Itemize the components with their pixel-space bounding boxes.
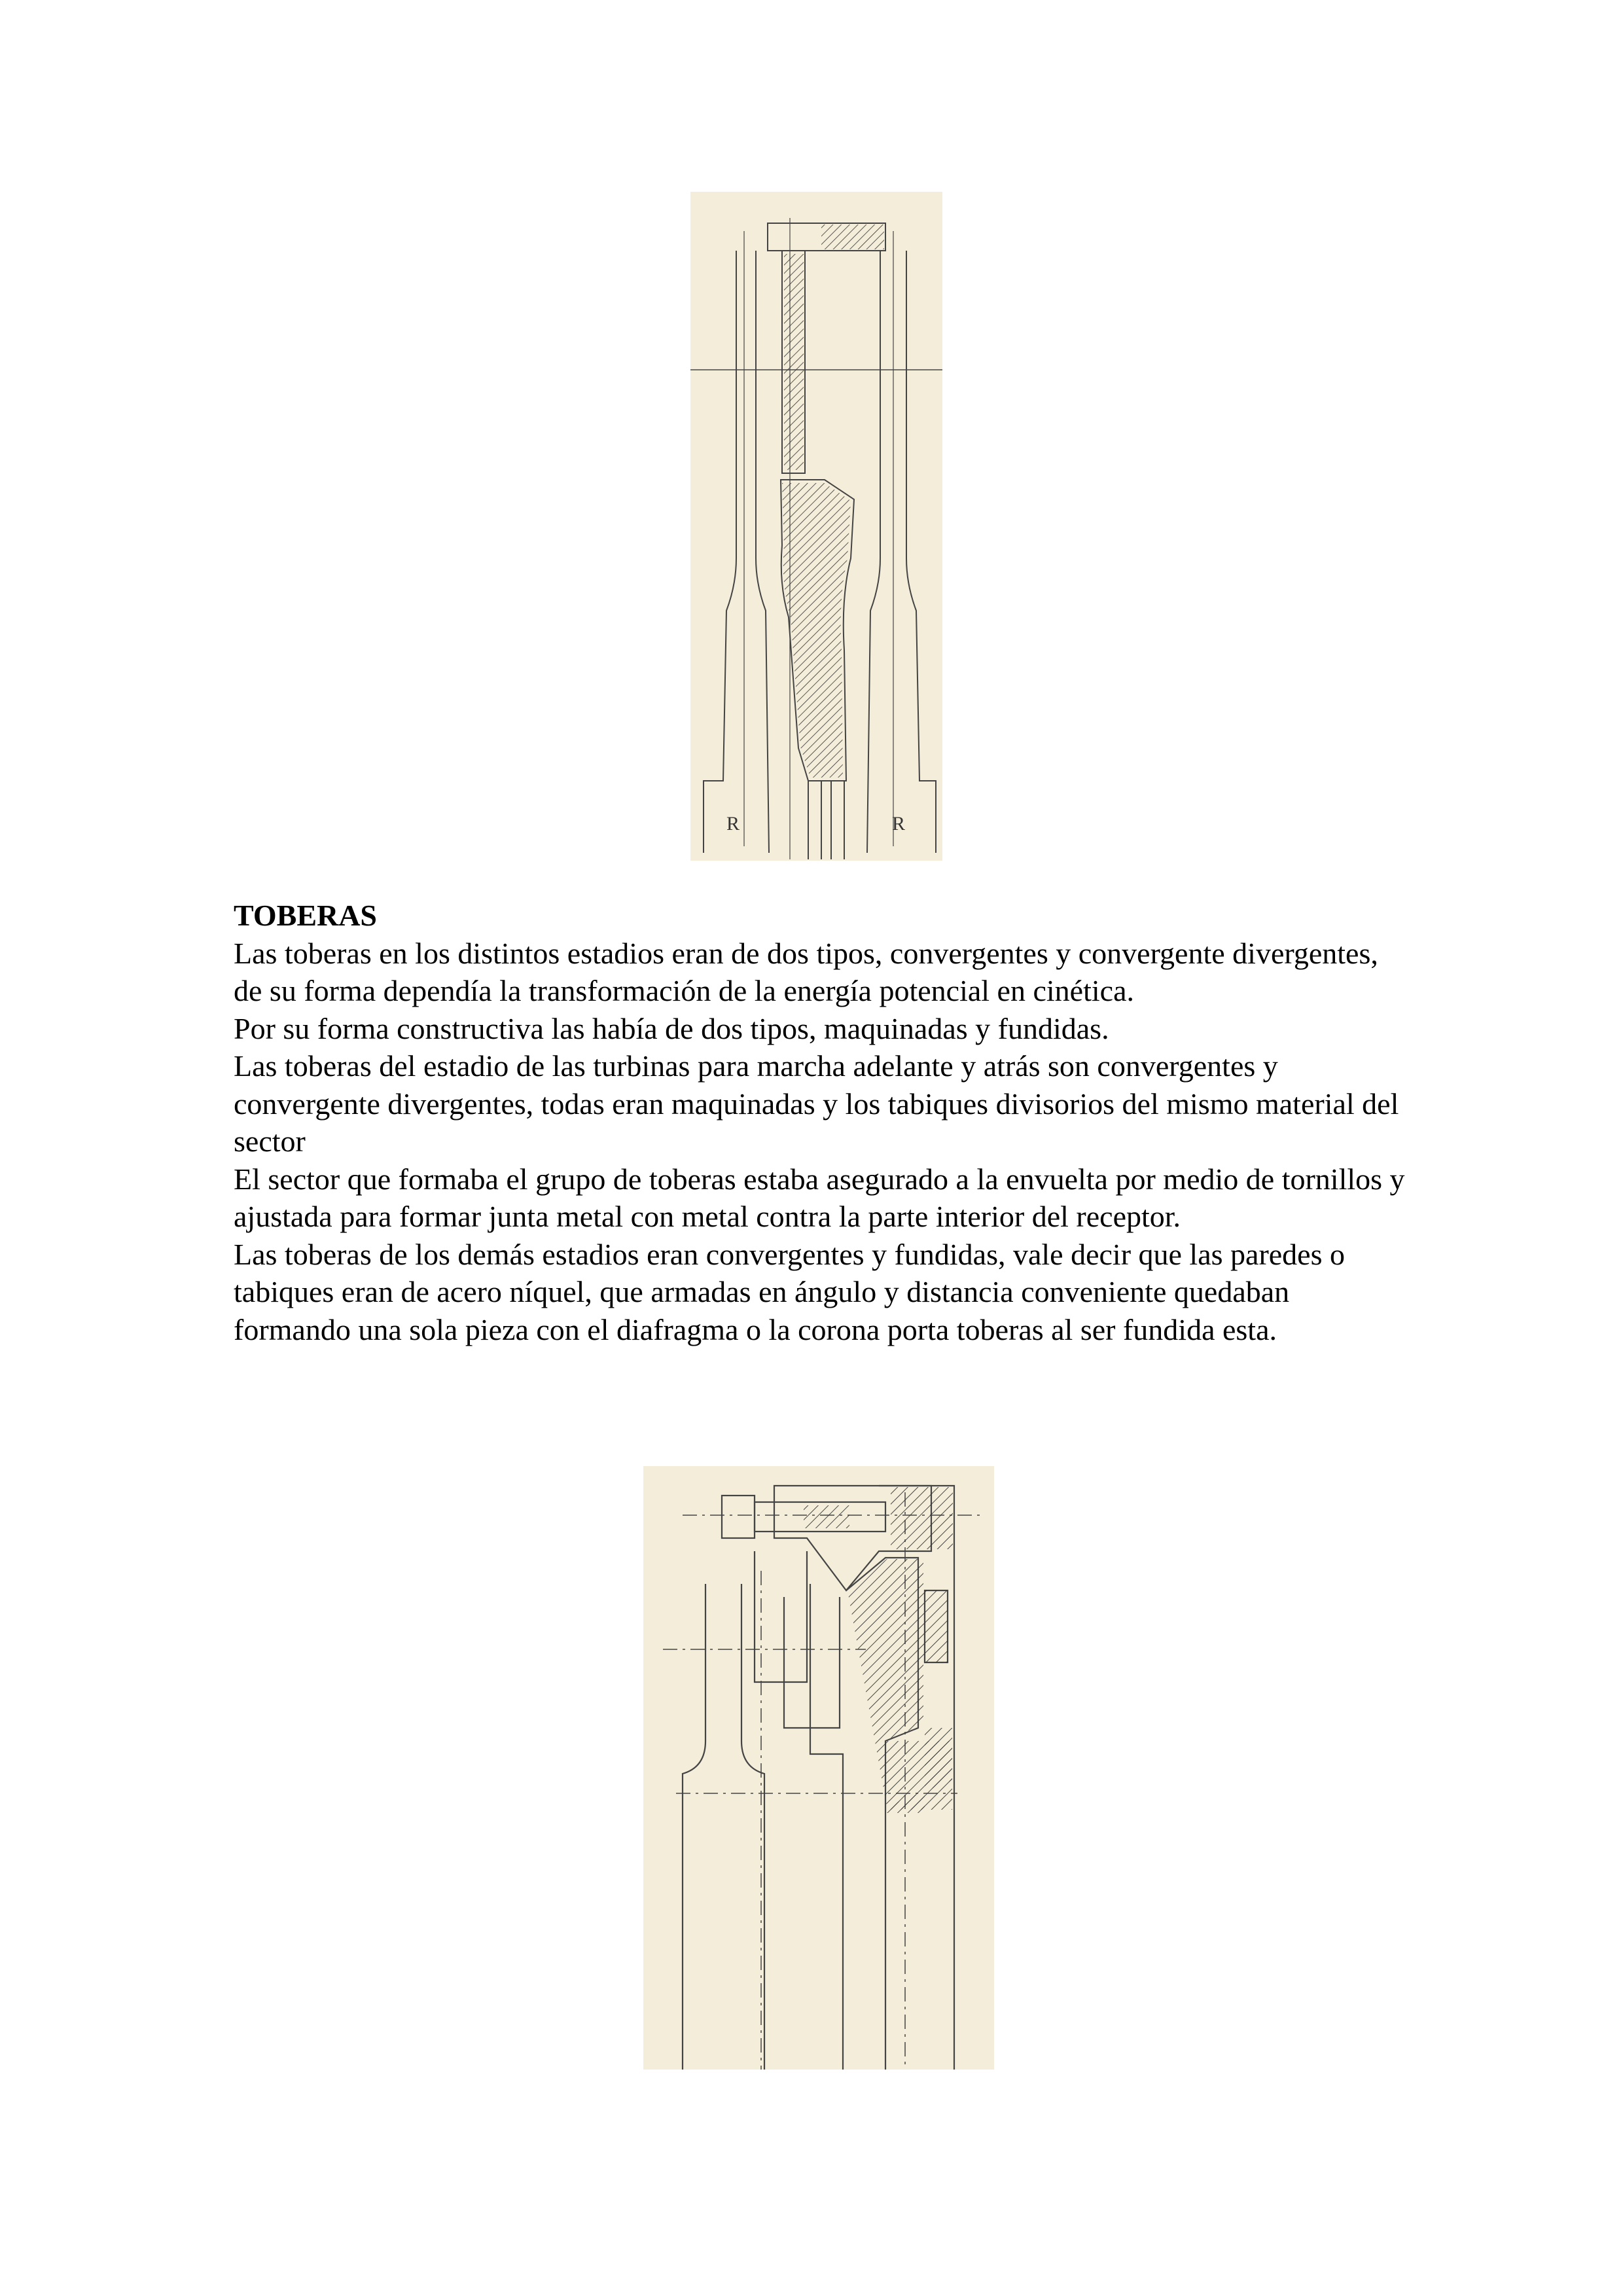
section-title: TOBERAS [234,899,378,932]
label-r-right: R [892,813,906,834]
paragraph-1: Las toberas en los distintos estadios eran de dos tipos, convergentes y convergente divergentes, de su forma dependía la transformación de la energía potencial en cinética. [234,936,1378,1007]
nozzle-diagram-bottom-drawing [643,1466,994,2070]
paragraph-3: Las toberas del estadio de las turbinas para marcha adelante y atrás son convergentes y convergente divergentes, todas eran maquinadas y los tabiques divisorios del mismo material del sector [234,1049,1399,1158]
paragraph-5: Las toberas de los demás estadios eran convergentes y fundidas, vale decir que las paredes o tabiques eran de acero níquel, que armadas en ángulo y distancia conveniente quedaban formando una sola pieza con el diafragma o la corona porta toberas al ser fundida esta. [234,1237,1346,1346]
nozzle-diagram-bottom [643,1466,994,2070]
nozzle-diagram-top-drawing [690,192,942,861]
nozzle-diagram-top [690,192,942,861]
paragraph-2: Por su forma constructiva las había de dos tipos, maquinadas y fundidas. [234,1011,1109,1045]
label-r-left: R [726,813,740,834]
toberas-section [234,897,1405,1348]
paragraph-4: El sector que formaba el grupo de toberas estaba asegurado a la envuelta por medio de tornillos y ajustada para formar junta metal con metal contra la parte interior del receptor. [234,1162,1405,1233]
